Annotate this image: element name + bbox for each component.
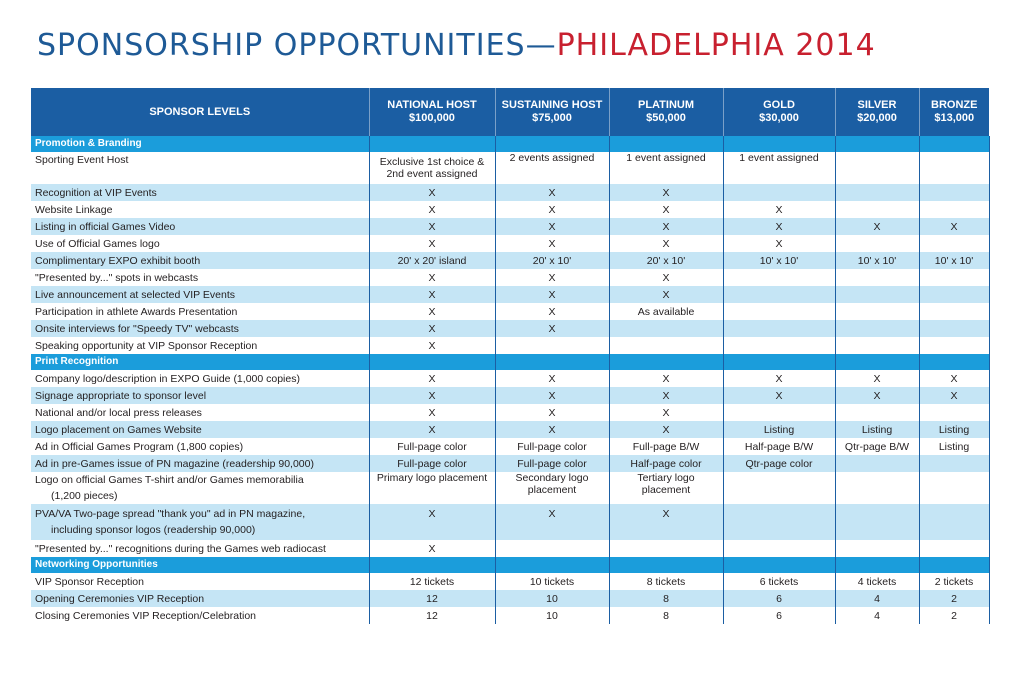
table-cell: X: [495, 269, 609, 286]
table-cell: Listing: [919, 421, 989, 438]
table-cell: 6 tickets: [723, 573, 835, 590]
row-label: Sporting Event Host: [31, 152, 369, 184]
row-label: Company logo/description in EXPO Guide (1,000 copies): [31, 370, 369, 387]
row-label: Listing in official Games Video: [31, 218, 369, 235]
table-cell: [835, 286, 919, 303]
table-cell: Qtr-page color: [723, 455, 835, 472]
table-cell: X: [369, 337, 495, 354]
table-cell: X: [609, 387, 723, 404]
row-label: Opening Ceremonies VIP Reception: [31, 590, 369, 607]
table-cell: [919, 320, 989, 337]
table-cell: X: [495, 404, 609, 421]
table-cell: 1 event assigned: [723, 152, 835, 184]
table-cell: X: [723, 235, 835, 252]
table-cell: Full-page color: [369, 438, 495, 455]
table-cell: X: [369, 269, 495, 286]
table-cell: Full-page color: [369, 455, 495, 472]
table-cell: X: [495, 286, 609, 303]
table-cell: [919, 472, 989, 504]
row-label: Onsite interviews for "Speedy TV" webcasts: [31, 320, 369, 337]
table-cell: [723, 184, 835, 201]
col-header: SPONSOR LEVELS: [31, 88, 369, 136]
table-cell: [723, 269, 835, 286]
table-cell: Primary logo placement: [369, 472, 495, 504]
table-cell: [609, 540, 723, 557]
table-cell: 6: [723, 607, 835, 624]
table-cell: [835, 201, 919, 218]
table-cell: 10: [495, 607, 609, 624]
table-cell: X: [369, 320, 495, 337]
table-cell: X: [369, 201, 495, 218]
table-cell: [835, 269, 919, 286]
table-cell: X: [495, 218, 609, 235]
table-cell: X: [609, 370, 723, 387]
table-cell: 20' x 10': [609, 252, 723, 269]
row-label: [31, 504, 369, 540]
table-cell: Exclusive 1st choice & 2nd event assigned: [369, 152, 495, 184]
section-label: Promotion & Branding: [31, 136, 369, 152]
table-cell: X: [609, 235, 723, 252]
table-cell: Half-page B/W: [723, 438, 835, 455]
table-cell: 8: [609, 607, 723, 624]
table-cell: [723, 504, 835, 540]
col-header: GOLD $30,000: [723, 88, 835, 136]
table-row: [31, 504, 989, 540]
table-cell: X: [609, 421, 723, 438]
table-cell: [835, 303, 919, 320]
table-row: [31, 201, 989, 218]
row-label: Signage appropriate to sponsor level: [31, 387, 369, 404]
row-label: Live announcement at selected VIP Events: [31, 286, 369, 303]
table-cell: Secondary logo placement: [495, 472, 609, 504]
table-cell: Full-page color: [495, 455, 609, 472]
row-label: [31, 472, 369, 504]
table-cell: As available: [609, 303, 723, 320]
table-row: [31, 252, 989, 269]
table-cell: X: [369, 404, 495, 421]
table-cell: X: [835, 370, 919, 387]
table-cell: X: [609, 504, 723, 540]
row-label-line: Logo on official Games T-shirt and/or Games memorabilia: [35, 474, 304, 486]
row-label: Participation in athlete Awards Presentation: [31, 303, 369, 320]
table-row: [31, 607, 989, 624]
table-cell: 12 tickets: [369, 573, 495, 590]
table-cell: [919, 184, 989, 201]
table-cell: 2 tickets: [919, 573, 989, 590]
table-row: [31, 421, 989, 438]
table-cell: 10' x 10': [919, 252, 989, 269]
table-cell: X: [369, 504, 495, 540]
table-row: [31, 269, 989, 286]
table-cell: [723, 540, 835, 557]
table-cell: 8: [609, 590, 723, 607]
col-header: PLATINUM $50,000: [609, 88, 723, 136]
table-cell: X: [369, 387, 495, 404]
row-label-line: PVA/VA Two-page spread "thank you" ad in PN magazine,: [35, 508, 306, 520]
table-cell: 6: [723, 590, 835, 607]
table-cell: 2: [919, 590, 989, 607]
table-cell: [835, 320, 919, 337]
row-label: Closing Ceremonies VIP Reception/Celebration: [31, 607, 369, 624]
table-cell: 2: [919, 607, 989, 624]
table-cell: X: [919, 387, 989, 404]
table-cell: 4: [835, 590, 919, 607]
row-label: "Presented by..." recognitions during the Games web radiocast: [31, 540, 369, 557]
section-label: Print Recognition: [31, 354, 369, 370]
row-label: "Presented by..." spots in webcasts: [31, 269, 369, 286]
table-cell: X: [495, 370, 609, 387]
page-title: [37, 28, 876, 63]
table-cell: Listing: [919, 438, 989, 455]
row-label: Website Linkage: [31, 201, 369, 218]
table-row: [31, 573, 989, 590]
table-cell: X: [369, 218, 495, 235]
section-row: [31, 354, 989, 370]
table-cell: [919, 455, 989, 472]
table-row: [31, 387, 989, 404]
row-label: Speaking opportunity at VIP Sponsor Reception: [31, 337, 369, 354]
table-cell: X: [369, 303, 495, 320]
table-cell: [723, 404, 835, 421]
table-cell: 10: [495, 590, 609, 607]
table-cell: X: [369, 370, 495, 387]
table-cell: X: [369, 235, 495, 252]
table-cell: Half-page color: [609, 455, 723, 472]
table-cell: [835, 455, 919, 472]
table-row: [31, 370, 989, 387]
table-cell: [835, 152, 919, 184]
table-row: [31, 455, 989, 472]
table-cell: [835, 404, 919, 421]
table-cell: X: [495, 184, 609, 201]
table-row: [31, 152, 989, 184]
row-label: Ad in Official Games Program (1,800 copies): [31, 438, 369, 455]
table-cell: X: [609, 184, 723, 201]
table-cell: [835, 337, 919, 354]
table-cell: X: [495, 387, 609, 404]
table-cell: [919, 540, 989, 557]
table-cell: [919, 303, 989, 320]
table-cell: 4: [835, 607, 919, 624]
table-cell: X: [495, 421, 609, 438]
table-cell: 20' x 20' island: [369, 252, 495, 269]
table-cell: X: [723, 387, 835, 404]
table-cell: 10' x 10': [723, 252, 835, 269]
table-cell: X: [609, 218, 723, 235]
table-cell: X: [495, 235, 609, 252]
row-label: VIP Sponsor Reception: [31, 573, 369, 590]
table-cell: 2 events assigned: [495, 152, 609, 184]
table-cell: X: [919, 218, 989, 235]
col-header: NATIONAL HOST $100,000: [369, 88, 495, 136]
table-cell: X: [369, 286, 495, 303]
table-row: [31, 303, 989, 320]
table-cell: 12: [369, 607, 495, 624]
row-label: National and/or local press releases: [31, 404, 369, 421]
table-cell: 10 tickets: [495, 573, 609, 590]
table-row: [31, 540, 989, 557]
table-cell: X: [609, 269, 723, 286]
section-row: [31, 557, 989, 573]
table-row: [31, 590, 989, 607]
table-cell: X: [495, 320, 609, 337]
table-cell: [919, 337, 989, 354]
table-row: [31, 320, 989, 337]
table-cell: 1 event assigned: [609, 152, 723, 184]
header-row: [31, 88, 989, 136]
table-cell: X: [919, 370, 989, 387]
row-label: Recognition at VIP Events: [31, 184, 369, 201]
table-row: [31, 337, 989, 354]
table-cell: 20' x 10': [495, 252, 609, 269]
table-cell: [835, 504, 919, 540]
table-cell: X: [835, 387, 919, 404]
table-cell: [609, 337, 723, 354]
col-header: SUSTAINING HOST $75,000: [495, 88, 609, 136]
row-label-line: including sponsor logos (readership 90,000): [51, 524, 256, 536]
table-row: [31, 235, 989, 252]
table-cell: 12: [369, 590, 495, 607]
table-cell: X: [835, 218, 919, 235]
table-cell: X: [723, 370, 835, 387]
table-cell: [835, 184, 919, 201]
table-cell: [723, 472, 835, 504]
table-cell: X: [609, 404, 723, 421]
table-cell: Tertiary logo placement: [609, 472, 723, 504]
table-row: [31, 404, 989, 421]
table-cell: [723, 286, 835, 303]
col-header: BRONZE $13,000: [919, 88, 989, 136]
table-cell: [609, 320, 723, 337]
section-label: Networking Opportunities: [31, 557, 369, 573]
table-row: [31, 184, 989, 201]
table-cell: X: [495, 303, 609, 320]
row-label: Ad in pre-Games issue of PN magazine (readership 90,000): [31, 455, 369, 472]
table-cell: X: [723, 201, 835, 218]
table-cell: [495, 337, 609, 354]
table-cell: [919, 269, 989, 286]
table-cell: X: [369, 540, 495, 557]
table-cell: [835, 472, 919, 504]
col-header: SILVER $20,000: [835, 88, 919, 136]
table-cell: X: [369, 421, 495, 438]
table-cell: X: [723, 218, 835, 235]
table-cell: [835, 540, 919, 557]
table-cell: Full-page B/W: [609, 438, 723, 455]
section-row: [31, 136, 989, 152]
table-cell: X: [609, 201, 723, 218]
table-cell: Qtr-page B/W: [835, 438, 919, 455]
table-cell: 8 tickets: [609, 573, 723, 590]
table-cell: Full-page color: [495, 438, 609, 455]
table-row: [31, 438, 989, 455]
table-cell: [919, 404, 989, 421]
title-part-1: SPONSORSHIP OPPORTUNITIES—: [37, 28, 557, 63]
table-cell: [835, 235, 919, 252]
table-cell: [919, 152, 989, 184]
table-row: [31, 472, 989, 504]
table-row: [31, 218, 989, 235]
title-part-2: PHILADELPHIA 2014: [556, 28, 876, 63]
table-cell: [723, 303, 835, 320]
row-label: Use of Official Games logo: [31, 235, 369, 252]
table-cell: [495, 540, 609, 557]
table-cell: X: [609, 286, 723, 303]
table-cell: X: [495, 504, 609, 540]
table-cell: Listing: [835, 421, 919, 438]
table-cell: [919, 286, 989, 303]
table-cell: Listing: [723, 421, 835, 438]
row-label: Logo placement on Games Website: [31, 421, 369, 438]
table-row: [31, 286, 989, 303]
table-cell: X: [369, 184, 495, 201]
table-cell: [723, 320, 835, 337]
table-cell: [919, 504, 989, 540]
table-cell: 4 tickets: [835, 573, 919, 590]
table-cell: [919, 201, 989, 218]
row-label: Complimentary EXPO exhibit booth: [31, 252, 369, 269]
row-label-line: (1,200 pieces): [51, 490, 118, 502]
table-cell: X: [495, 201, 609, 218]
sponsorship-table: [31, 88, 990, 624]
table-cell: [723, 337, 835, 354]
table-cell: 10' x 10': [835, 252, 919, 269]
table-cell: [919, 235, 989, 252]
